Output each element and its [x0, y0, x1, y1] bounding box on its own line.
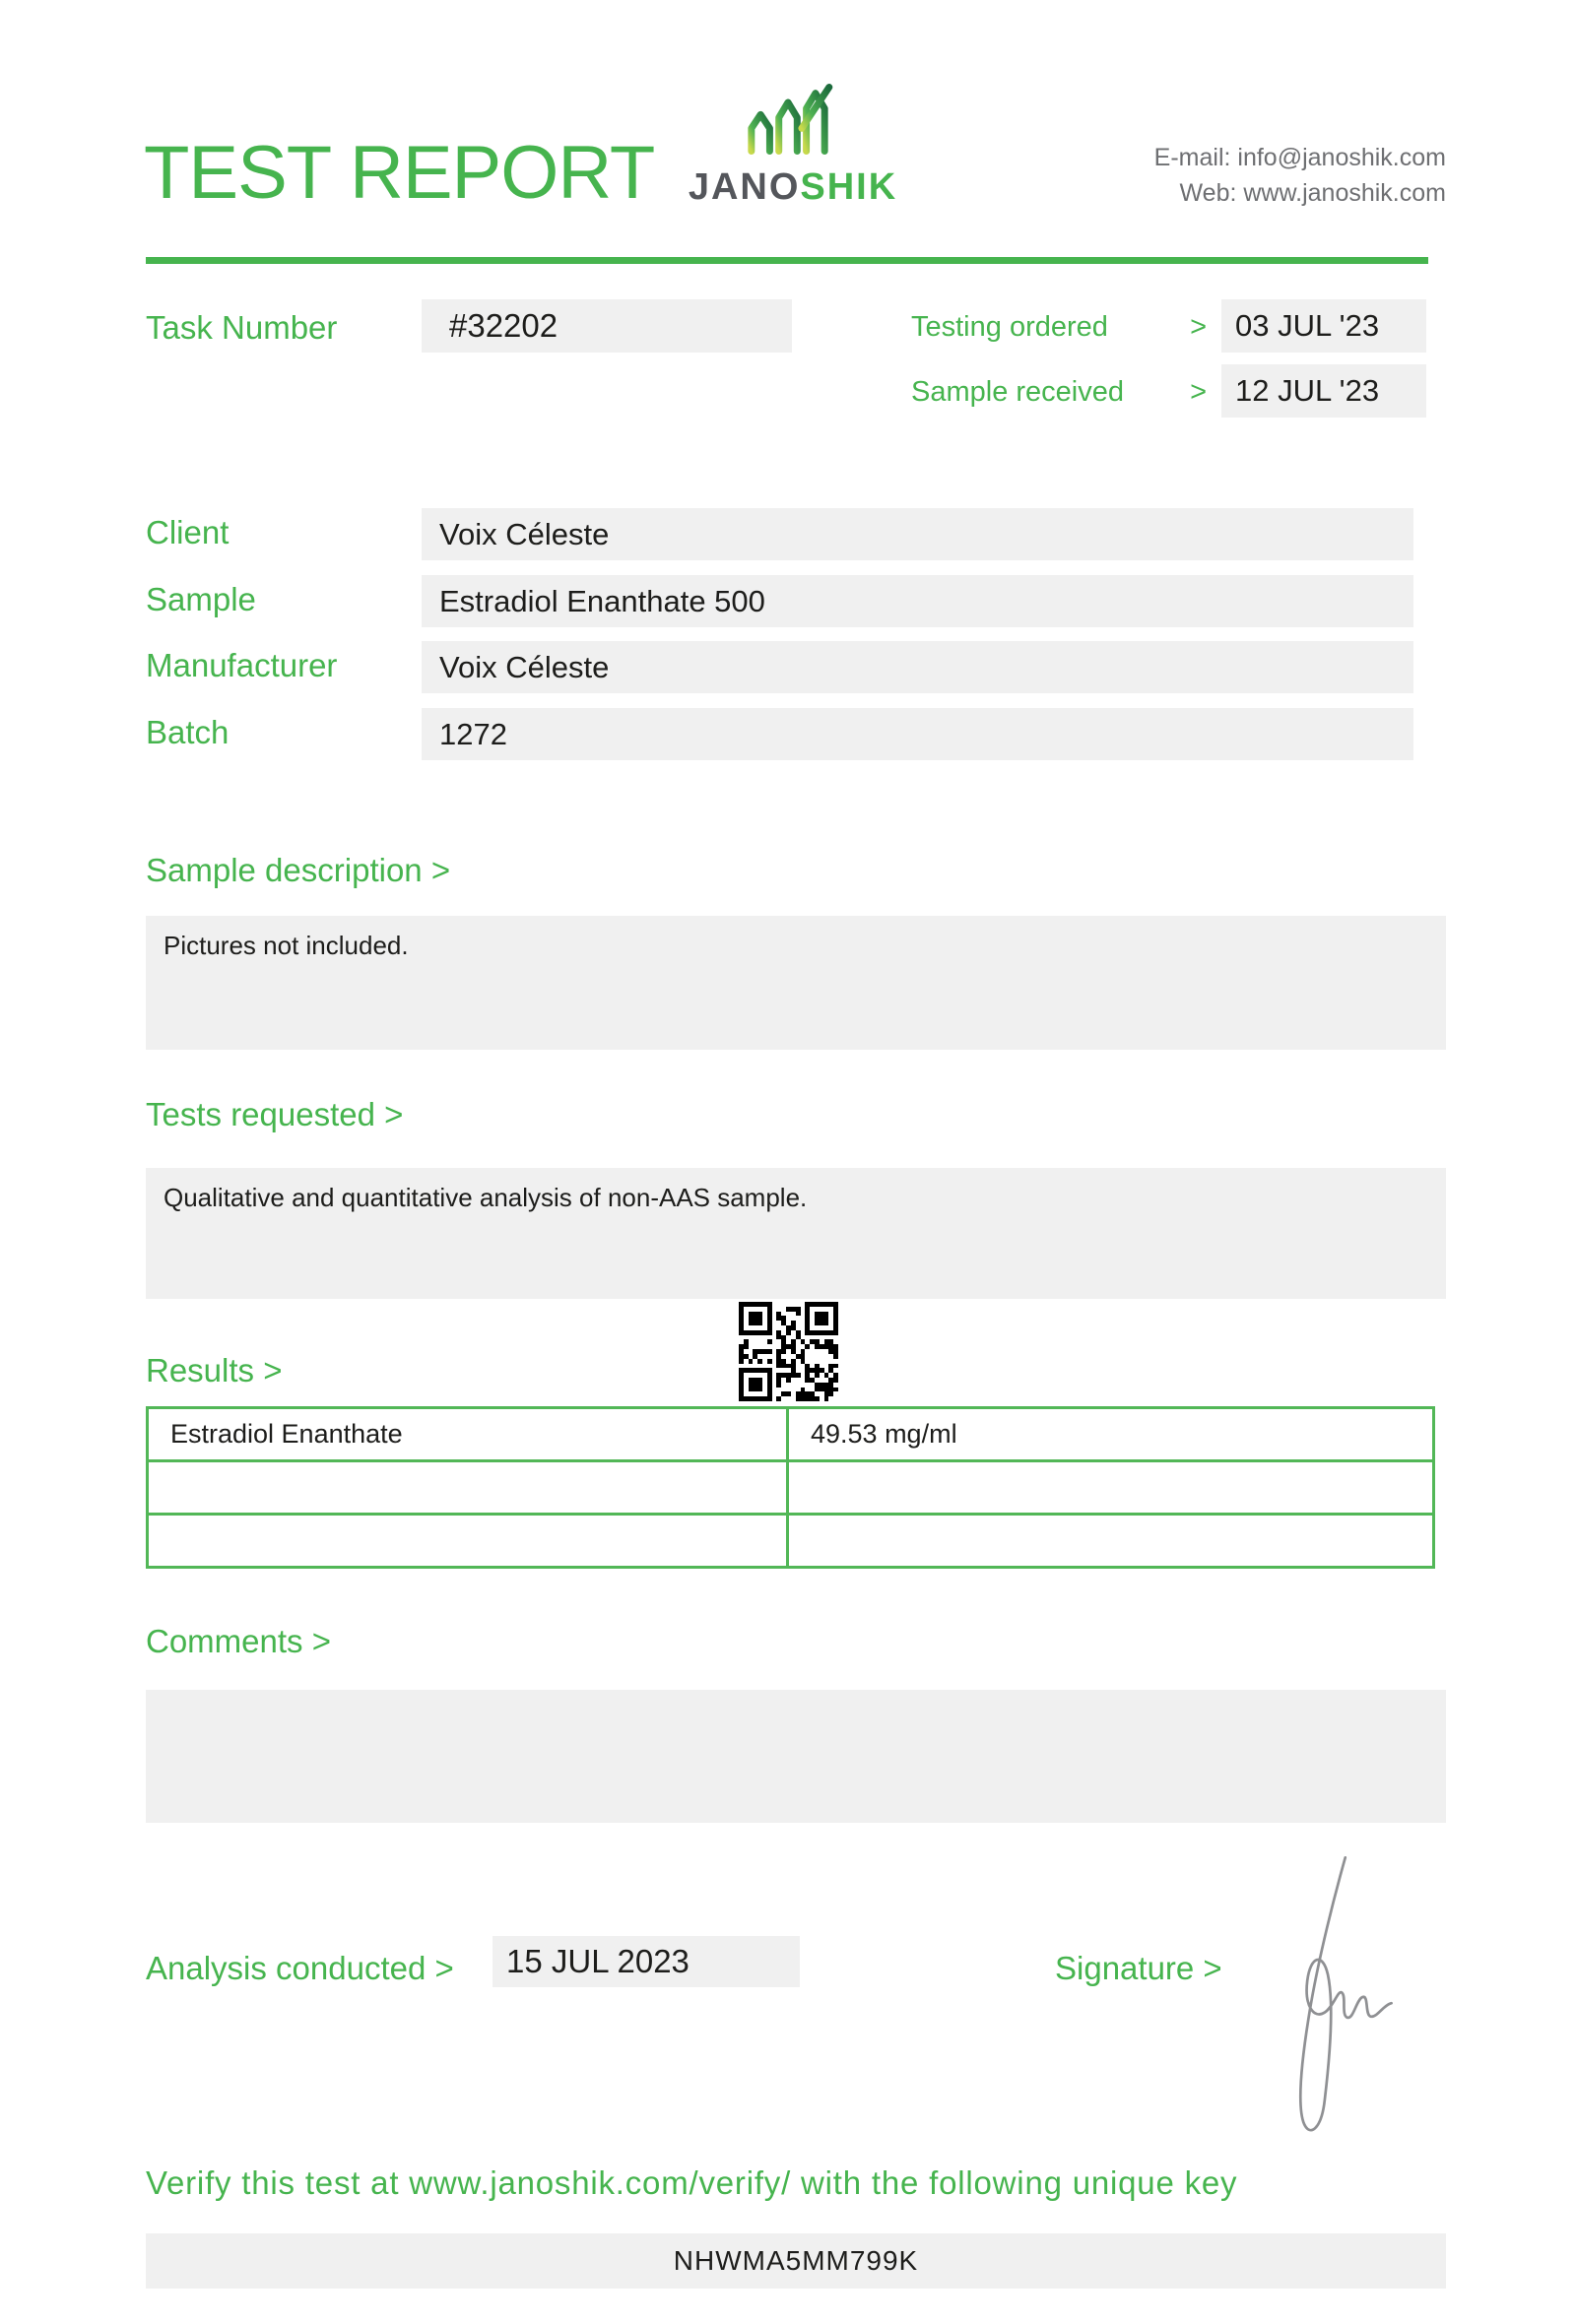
results-table [146, 1406, 1435, 1569]
growth-chart-icon [741, 73, 835, 165]
comments-heading: Comments > [146, 1623, 331, 1659]
testing-ordered-arrow: > [1190, 311, 1207, 343]
analysis-conducted-label: Analysis conducted > [146, 1950, 454, 1986]
tests-requested-heading: Tests requested > [146, 1096, 404, 1132]
contact-block [965, 140, 1446, 211]
page-title: TEST REPORT [144, 131, 655, 215]
qr-code-icon [739, 1302, 838, 1401]
result-concentration [788, 1461, 1434, 1515]
result-substance [148, 1461, 788, 1515]
batch-value: 1272 [422, 708, 1413, 760]
task-number-label: Task Number [146, 309, 338, 346]
testing-ordered-value: 03 JUL '23 [1221, 299, 1426, 353]
sample-description-box: Pictures not included. [146, 916, 1446, 1050]
result-concentration [788, 1515, 1434, 1568]
result-concentration: 49.53 mg/ml [788, 1408, 1434, 1461]
web-line: Web: www.janoshik.com [1179, 179, 1446, 207]
sample-received-text: Sample received [911, 376, 1124, 408]
result-substance: Estradiol Enanthate [148, 1408, 788, 1461]
header-divider [146, 257, 1428, 264]
results-heading: Results > [146, 1352, 283, 1388]
task-number-value: #32202 [422, 299, 792, 353]
logo-text-green: SHIK [800, 166, 898, 208]
client-label: Client [146, 514, 230, 550]
email-line: E-mail: info@janoshik.com [1153, 144, 1446, 171]
manufacturer-value: Voix Céleste [422, 641, 1413, 693]
sample-received-label [911, 376, 1207, 409]
results-table-row [148, 1461, 1434, 1515]
result-substance [148, 1515, 788, 1568]
analysis-conducted-value: 15 JUL 2023 [492, 1936, 800, 1987]
manufacturer-label: Manufacturer [146, 647, 338, 683]
comments-box [146, 1690, 1446, 1823]
batch-label: Batch [146, 714, 230, 750]
testing-ordered-text: Testing ordered [911, 311, 1108, 343]
client-value: Voix Céleste [422, 508, 1413, 560]
testing-ordered-label [911, 311, 1207, 344]
results-table-row [148, 1515, 1434, 1568]
logo-wordmark [670, 167, 916, 209]
tests-requested-box: Qualitative and quantitative analysis of non-AAS sample. [146, 1168, 1446, 1299]
verify-key-value: NHWMA5MM799K [146, 2233, 1446, 2289]
logo-text-gray: JANO [688, 166, 801, 208]
sample-description-heading: Sample description > [146, 852, 451, 888]
sample-label: Sample [146, 581, 256, 617]
sample-value: Estradiol Enanthate 500 [422, 575, 1413, 627]
results-table-row [148, 1408, 1434, 1461]
verify-instruction: Verify this test at www.janoshik.com/verify/ with the following unique key [146, 2164, 1238, 2201]
sample-received-arrow: > [1190, 376, 1207, 408]
signature-label: Signature > [1055, 1950, 1222, 1986]
handwritten-signature-icon [1249, 1849, 1405, 2147]
sample-received-value: 12 JUL '23 [1221, 364, 1426, 418]
